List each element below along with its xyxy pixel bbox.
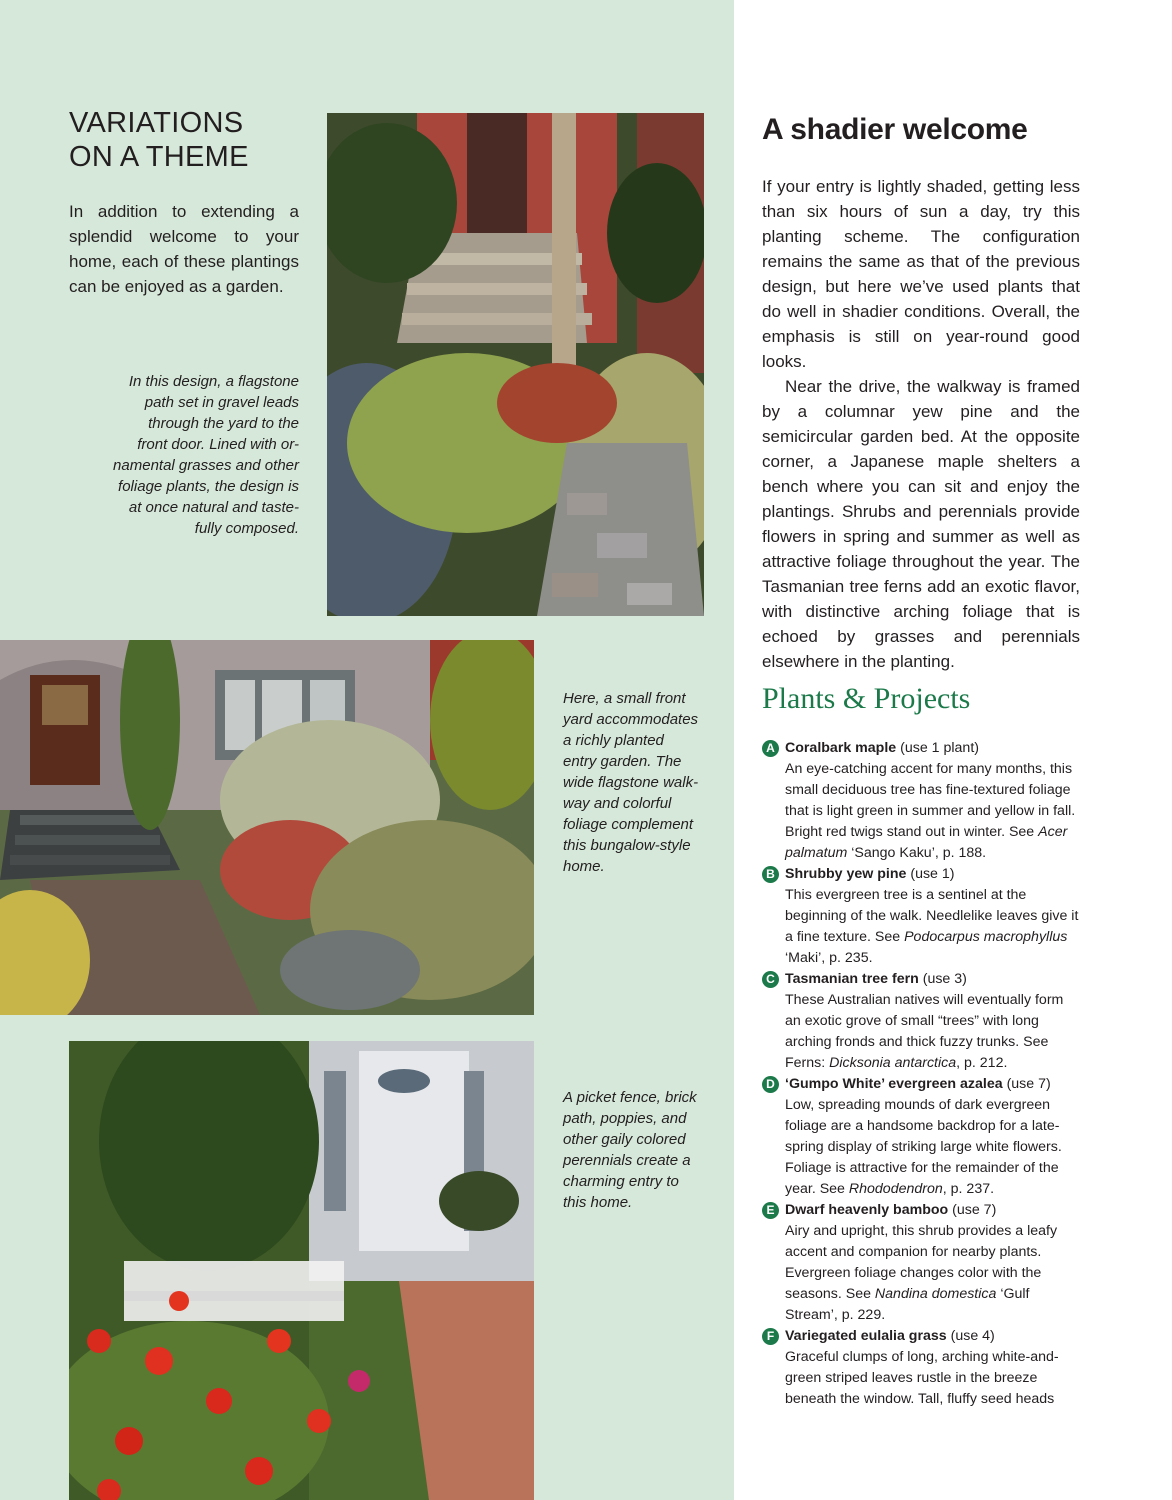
caption-line: foliage plants, the design is bbox=[118, 478, 299, 495]
page-title: A shadier welcome bbox=[762, 113, 1028, 146]
photo-flagstone-path bbox=[327, 113, 704, 616]
caption-line: entry garden. The bbox=[563, 753, 682, 770]
body-text bbox=[762, 174, 1080, 674]
caption-line: namental grasses and other bbox=[113, 457, 299, 474]
plant-quantity: (use 4) bbox=[946, 1328, 995, 1344]
plants-list bbox=[762, 738, 1082, 1410]
caption-line: Here, a small front bbox=[563, 690, 686, 707]
plant-botanical-name: Dicksonia antarctica bbox=[829, 1055, 957, 1071]
caption-line: at once natural and taste- bbox=[128, 499, 299, 516]
plant-letter-badge: A bbox=[762, 740, 779, 757]
intro-text: In addition to extending a splendid welcome to your home, each of these plantings can be enjoyed as a garden. bbox=[69, 202, 299, 296]
plant-description bbox=[785, 990, 1082, 1074]
plant-name: Shrubby yew pine bbox=[785, 866, 907, 882]
plant-letter-badge: D bbox=[762, 1076, 779, 1093]
plant-description bbox=[785, 759, 1082, 864]
caption-bungalow bbox=[563, 688, 723, 877]
caption-line: front door. Lined with or- bbox=[137, 436, 299, 453]
plant-quantity: (use 1 plant) bbox=[896, 740, 979, 756]
caption-line: through the yard to the bbox=[148, 415, 299, 432]
plant-quantity: (use 3) bbox=[918, 971, 967, 987]
caption-line: A picket fence, brick bbox=[563, 1089, 697, 1106]
section-heading-line1: VARIATIONS bbox=[69, 107, 244, 139]
plant-description bbox=[785, 885, 1082, 969]
plant-description bbox=[785, 1095, 1082, 1200]
caption-line: fully composed. bbox=[194, 520, 299, 537]
caption-line: this home. bbox=[563, 1194, 633, 1211]
plant-quantity: (use 7) bbox=[948, 1202, 997, 1218]
plant-botanical-name: Podocarpus macrophyllus bbox=[904, 929, 1068, 945]
plant-letter-badge: E bbox=[762, 1202, 779, 1219]
plant-letter-badge: B bbox=[762, 866, 779, 883]
plant-quantity: (use 1) bbox=[906, 866, 955, 882]
plant-description bbox=[785, 1221, 1082, 1326]
plant-letter-badge: C bbox=[762, 971, 779, 988]
plant-item-d bbox=[762, 1074, 1082, 1200]
plant-description-text: , p. 237. bbox=[942, 1181, 995, 1197]
plant-description-text: ‘Maki’, p. 235. bbox=[785, 950, 873, 966]
section-heading bbox=[69, 106, 309, 174]
plant-description-text: , p. 212. bbox=[956, 1055, 1008, 1071]
body-paragraph-1: If your entry is lightly shaded, getting less than six hours of sun a day, try this planting scheme. The configuration remains the same as that of the previous design, but here we’ve used plants that do well in shadier conditions. Overall, the emphasis is still on year-round good looks. bbox=[762, 177, 1080, 371]
plant-botanical-name: Rhododendron bbox=[848, 1181, 943, 1197]
plant-botanical-name: Acer palmatum bbox=[785, 824, 1068, 861]
caption-line: a richly planted bbox=[563, 732, 664, 749]
caption-line: this bungalow-style bbox=[563, 837, 691, 854]
plant-description-text: These Australian natives will eventually form an exotic grove of small “trees” with long arching fronds and thick fuzzy trunks. See Ferns: bbox=[785, 992, 1064, 1071]
section-heading-line2: ON A THEME bbox=[69, 141, 249, 173]
caption-line: charming entry to bbox=[563, 1173, 679, 1190]
plant-letter-badge: F bbox=[762, 1328, 779, 1345]
plant-name: Variegated eulalia grass bbox=[785, 1328, 947, 1344]
plant-name: Dwarf heavenly bamboo bbox=[785, 1202, 949, 1218]
plant-item-e bbox=[762, 1200, 1082, 1326]
caption-line: wide flagstone walk- bbox=[563, 774, 699, 791]
caption-line: other gaily colored bbox=[563, 1131, 686, 1148]
caption-line: way and colorful bbox=[563, 795, 672, 812]
plant-name: ‘Gumpo White’ evergreen azalea bbox=[785, 1076, 1003, 1092]
caption-line: path set in gravel leads bbox=[144, 394, 299, 411]
plant-description-text: ‘Gulf Stream’, p. 229. bbox=[785, 1286, 1030, 1323]
caption-line: path, poppies, and bbox=[563, 1110, 687, 1127]
caption-line: perennials create a bbox=[563, 1152, 691, 1169]
plant-item-c bbox=[762, 969, 1082, 1074]
plant-item-b bbox=[762, 864, 1082, 969]
plant-quantity: (use 7) bbox=[1002, 1076, 1051, 1092]
plant-description-text: ‘Sango Kaku’, p. 188. bbox=[847, 845, 987, 861]
plant-description-text: Graceful clumps of long, arching white-and-green striped leaves rustle in the breeze beneath the window. Tall, fluffy seed heads bbox=[785, 1349, 1059, 1407]
plant-botanical-name: Nandina domestica bbox=[874, 1286, 997, 1302]
caption-line: home. bbox=[563, 858, 605, 875]
caption-line: In this design, a flagstone bbox=[128, 373, 299, 390]
plant-description-text: Airy and upright, this shrub provides a leafy accent and companion for nearby plants. Evergreen foliage changes color with the seasons. See bbox=[785, 1223, 1058, 1302]
plant-description-text: Low, spreading mounds of dark evergreen foliage are a handsome backdrop for a late-spring display of striking large white flowers. Foliage is attractive for the remainder of the year. See bbox=[785, 1097, 1062, 1197]
plant-name: Tasmanian tree fern bbox=[785, 971, 919, 987]
caption-picket-fence bbox=[563, 1087, 723, 1213]
photo-bungalow-entry bbox=[0, 640, 534, 1015]
plant-description bbox=[785, 1347, 1082, 1410]
plant-item-f bbox=[762, 1326, 1082, 1410]
photo-picket-fence bbox=[69, 1041, 534, 1500]
plant-description-text: This evergreen tree is a sentinel at the beginning of the walk. Needlelike leaves give it a fine texture. See bbox=[785, 887, 1079, 945]
body-paragraph-2: Near the drive, the walkway is framed by a columnar yew pine and the semicircular garden bed. At the opposite corner, a Japanese maple shelters a bench where you can sit and enjoy the plantings. Shrubs and perennials provide flowers in spring and summer as well as attractive foliage throughout the year. The Tasmanian tree ferns add an exotic flavor, with distinctive arching foliage that is echoed by grasses and perennials elsewhere in the planting. bbox=[762, 377, 1080, 671]
caption-flagstone bbox=[99, 371, 299, 539]
plant-item-a bbox=[762, 738, 1082, 864]
plant-name: Coralbark maple bbox=[785, 740, 897, 756]
caption-line: yard accommodates bbox=[563, 711, 699, 728]
plants-projects-heading: Plants & Projects bbox=[762, 682, 971, 715]
caption-line: foliage complement bbox=[563, 816, 694, 833]
plant-description-text: An eye-catching accent for many months, this small deciduous tree has fine-textured foliage that is light green in summer and yellow in fall. Bright red twigs stand out in winter. See bbox=[785, 761, 1076, 840]
